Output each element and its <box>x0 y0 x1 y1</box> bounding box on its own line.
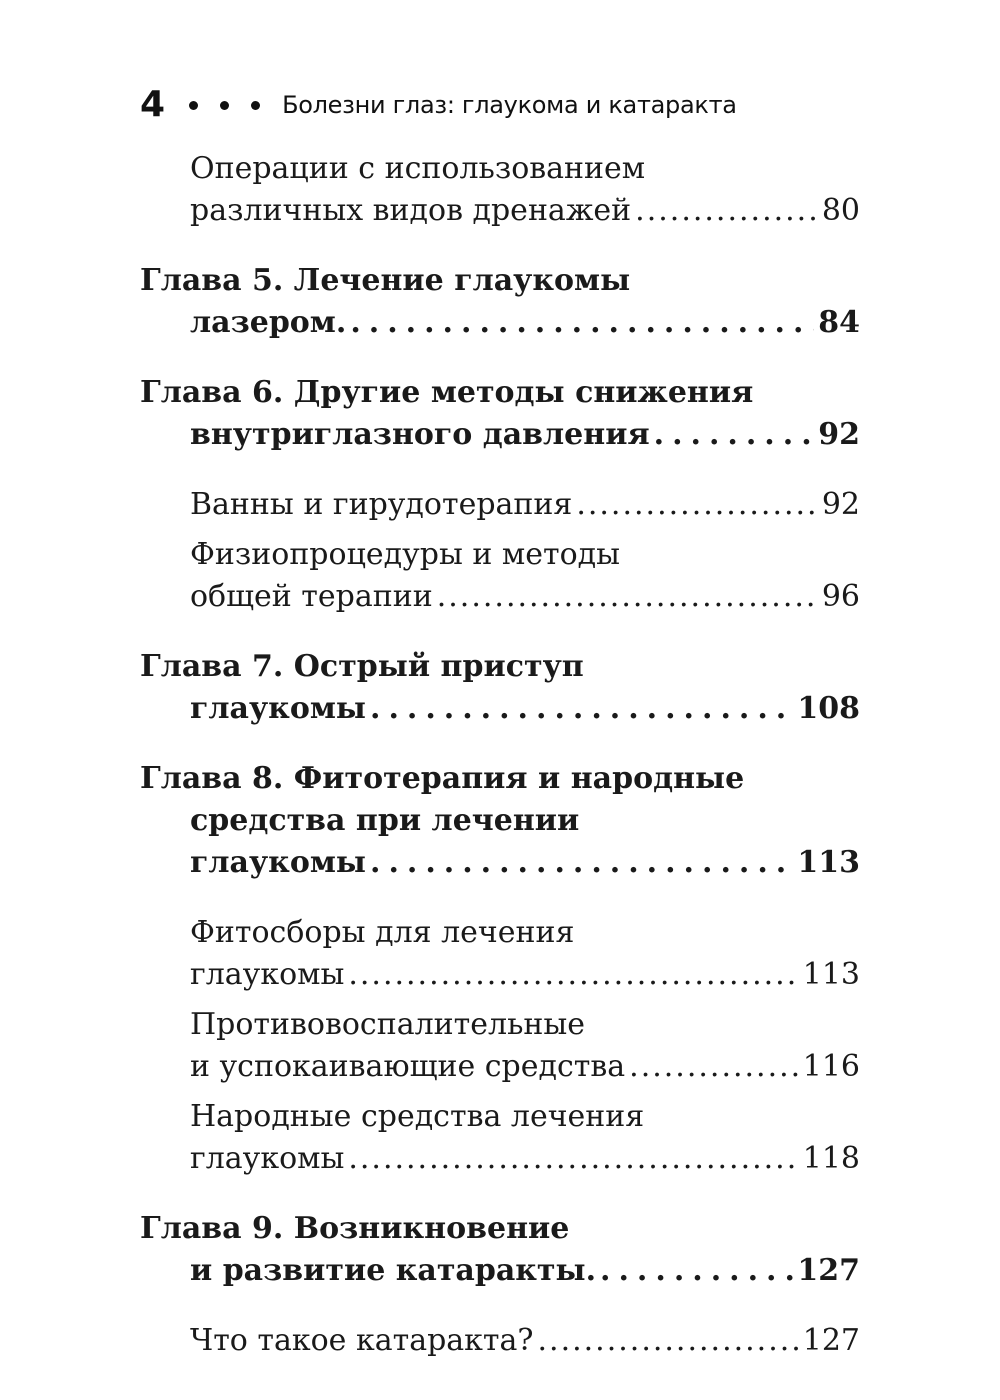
toc-entry-line <box>140 1250 860 1292</box>
toc-entry-text: Что такое катаракта? <box>190 1323 534 1358</box>
dot-leader <box>348 1138 798 1180</box>
toc-entry-line <box>190 1004 860 1046</box>
toc-entry-line <box>140 688 860 730</box>
toc-entry-text: и успокаивающие средства <box>190 1049 626 1084</box>
toc-entry-line <box>140 646 860 688</box>
toc-entry-text: лазером. <box>190 305 347 340</box>
toc-entry-line <box>190 484 860 526</box>
toc-page-number: 116 <box>802 1049 860 1084</box>
dot-leader <box>370 688 793 730</box>
toc-chapter-entry[interactable] <box>140 372 860 456</box>
toc-page-number: 80 <box>821 193 860 228</box>
toc-entry-text: Противовоспалительные <box>190 1007 586 1042</box>
toc-entry-text: внутриглазного давления <box>190 417 650 452</box>
dot-leader <box>437 576 818 618</box>
running-head <box>140 80 737 130</box>
toc-page-number: 92 <box>821 487 860 522</box>
toc-entry-text: Глава 9. Возникновение <box>140 1211 570 1246</box>
entry-spacer <box>140 344 860 372</box>
toc-entry-text: Операции с использованием <box>190 151 646 186</box>
toc-entry-line <box>140 758 860 800</box>
table-of-contents <box>140 148 860 1362</box>
toc-page-number: 113 <box>802 957 860 992</box>
toc-entry-line <box>190 1138 860 1180</box>
toc-section-entry[interactable] <box>140 1320 860 1362</box>
toc-entry-line <box>190 190 860 232</box>
entry-spacer <box>140 618 860 646</box>
toc-entry-text: глаукомы <box>190 845 366 880</box>
bullet-dot-icon <box>220 101 229 110</box>
toc-page-number: 127 <box>797 1253 860 1288</box>
toc-entry-text: Фитосборы для лечения <box>190 915 575 950</box>
toc-entry-text: глаукомы <box>190 691 366 726</box>
toc-entry-text: общей терапии <box>190 579 433 614</box>
toc-entry-text: глаукомы <box>190 1141 345 1176</box>
toc-section-entry[interactable] <box>140 912 860 996</box>
toc-entry-line <box>190 148 860 190</box>
toc-section-entry[interactable] <box>140 1096 860 1180</box>
toc-chapter-entry[interactable] <box>140 260 860 344</box>
toc-page-number: 108 <box>797 691 860 726</box>
toc-entry-text: Глава 8. Фитотерапия и народные <box>140 761 745 796</box>
entry-spacer <box>140 1180 860 1208</box>
entry-spacer <box>140 1088 860 1096</box>
bullet-ornament <box>189 101 260 110</box>
toc-page-number: 84 <box>818 305 860 340</box>
toc-entry-text: глаукомы <box>190 957 345 992</box>
bullet-dot-icon <box>189 101 198 110</box>
dot-leader <box>538 1320 799 1362</box>
entry-spacer <box>140 232 860 260</box>
entry-spacer <box>140 1292 860 1320</box>
toc-chapter-entry[interactable] <box>140 1208 860 1292</box>
toc-page-number: 113 <box>797 845 860 880</box>
toc-entry-line <box>190 1046 860 1088</box>
toc-section-entry[interactable] <box>140 148 860 232</box>
toc-page-number: 92 <box>818 417 860 452</box>
toc-page-number: 118 <box>802 1141 860 1176</box>
toc-entry-text: средства при лечении <box>190 803 580 838</box>
toc-entry-text: Глава 7. Острый приступ <box>140 649 584 684</box>
toc-entry-line <box>190 534 860 576</box>
dot-leader <box>600 1250 793 1292</box>
dot-leader <box>370 842 793 884</box>
toc-entry-line <box>140 260 860 302</box>
entry-spacer <box>140 884 860 912</box>
toc-entry-line <box>190 1096 860 1138</box>
toc-entry-line <box>140 842 860 884</box>
entry-spacer <box>140 526 860 534</box>
toc-page-number: 96 <box>821 579 860 614</box>
toc-section-entry[interactable] <box>140 1004 860 1088</box>
dot-leader <box>350 302 814 344</box>
toc-section-entry[interactable] <box>140 484 860 526</box>
toc-chapter-entry[interactable] <box>140 758 860 884</box>
toc-chapter-entry[interactable] <box>140 646 860 730</box>
toc-entry-line <box>140 414 860 456</box>
toc-entry-text: различных видов дренажей <box>190 193 632 228</box>
entry-spacer <box>140 456 860 484</box>
toc-entry-text: Ванны и гирудотерапия <box>190 487 573 522</box>
toc-entry-text: Физиопроцедуры и методы <box>190 537 620 572</box>
bullet-dot-icon <box>251 101 260 110</box>
page-number: 4 <box>140 84 166 125</box>
toc-entry-line <box>190 954 860 996</box>
dot-leader <box>348 954 798 996</box>
dot-leader <box>576 484 817 526</box>
toc-section-entry[interactable] <box>140 534 860 618</box>
toc-entry-line <box>140 800 860 842</box>
toc-entry-text: Народные средства лечения <box>190 1099 645 1134</box>
entry-spacer <box>140 730 860 758</box>
dot-leader <box>654 414 815 456</box>
toc-entry-text: и развитие катаракты. <box>190 1253 597 1288</box>
toc-entry-line <box>140 1208 860 1250</box>
dot-leader <box>629 1046 799 1088</box>
toc-entry-line <box>190 912 860 954</box>
toc-page-number: 127 <box>802 1323 860 1358</box>
entry-spacer <box>140 996 860 1004</box>
dot-leader <box>635 190 818 232</box>
toc-entry-text: Глава 6. Другие методы снижения <box>140 375 754 410</box>
toc-entry-line <box>190 1320 860 1362</box>
toc-entry-line <box>140 302 860 344</box>
toc-entry-line <box>140 372 860 414</box>
toc-entry-text: Глава 5. Лечение глаукомы <box>140 263 631 298</box>
running-head-title: Болезни глаз: глаукома и катаракта <box>282 91 737 119</box>
toc-entry-line <box>190 576 860 618</box>
